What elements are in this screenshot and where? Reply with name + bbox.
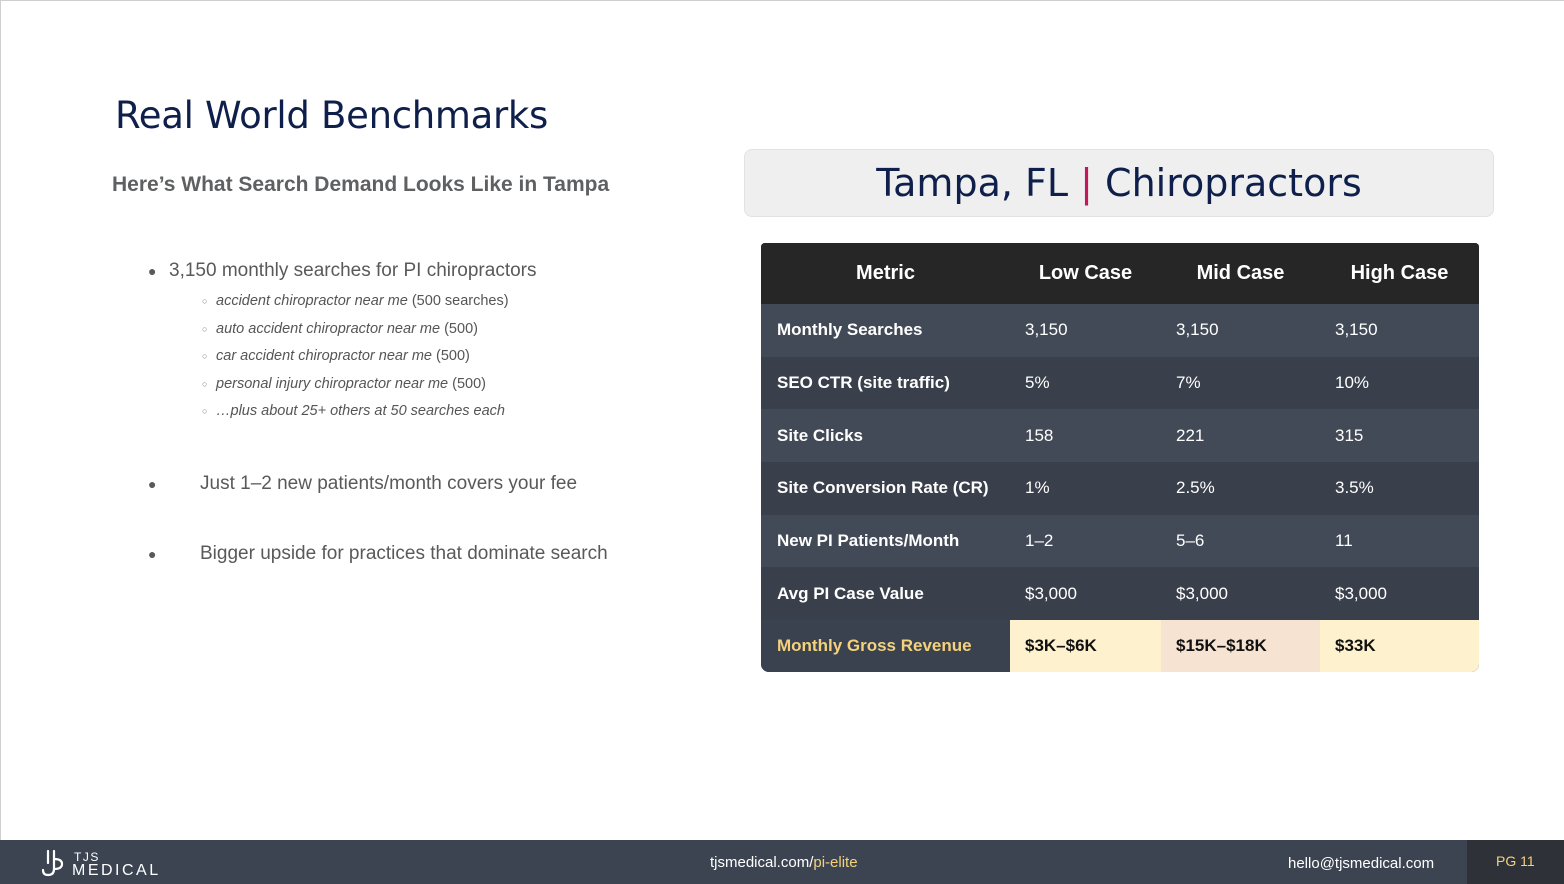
header-separator: | — [1080, 161, 1093, 205]
search-term: personal injury chiropractor near me — [216, 375, 449, 392]
low-case-cell: 3,150 — [1025, 320, 1068, 340]
footer-bar — [0, 840, 1564, 884]
high-case-cell: $3,000 — [1335, 583, 1387, 603]
table-header-row — [761, 243, 1479, 304]
page-number-box — [1467, 840, 1564, 884]
mid-case-cell: $15K–$18K — [1161, 620, 1320, 672]
search-term: car accident chiropractor near me — [216, 348, 432, 364]
company-logo — [40, 849, 170, 879]
table-row — [761, 304, 1479, 357]
location-header — [744, 149, 1494, 217]
sub-bullet-list — [202, 290, 728, 428]
mid-case-cell: 3,150 — [1176, 320, 1219, 340]
footer-email-link[interactable]: hello@tjsmedical.com — [1288, 855, 1435, 872]
metric-cell: Site Conversion Rate (CR) — [777, 478, 989, 498]
search-term: …plus about 25+ others at 50 searches each — [216, 403, 505, 419]
city-label: Tampa, FL — [876, 161, 1069, 205]
metric-cell: New PI Patients/Month — [777, 531, 960, 551]
footer-website-link[interactable] — [710, 854, 858, 871]
low-case-cell: 158 — [1025, 425, 1054, 445]
metric-cell: Avg PI Case Value — [777, 583, 924, 603]
high-case-cell: 3.5% — [1335, 478, 1374, 498]
page-title: Real World Benchmarks — [115, 94, 549, 137]
low-case-cell: 1% — [1025, 478, 1050, 498]
search-count: (500 searches) — [407, 293, 509, 309]
mid-case-cell: 5–6 — [1176, 531, 1205, 551]
metric-cell: Monthly Gross Revenue — [761, 620, 1010, 672]
search-term: auto accident chiropractor near me — [216, 320, 441, 337]
low-case-cell: 1–2 — [1025, 531, 1054, 551]
high-case-cell: 3,150 — [1335, 320, 1378, 340]
low-case-cell: $3K–$6K — [1010, 620, 1161, 672]
bullet-list — [148, 258, 728, 567]
logo-top-text: TJS — [74, 850, 100, 864]
bullet-item: ● Bigger upside for practices that dominate search — [148, 541, 728, 567]
sub-bullet-item — [202, 400, 728, 428]
metric-cell: SEO CTR (site traffic) — [777, 373, 950, 393]
high-case-cell: 11 — [1335, 531, 1353, 551]
mid-case-cell: 7% — [1176, 373, 1201, 393]
mid-case-cell: 2.5% — [1176, 478, 1215, 498]
table-row — [761, 357, 1479, 410]
logo-mark-icon — [40, 849, 68, 877]
sub-bullet-item — [202, 373, 728, 401]
table-row — [761, 409, 1479, 462]
search-count: (500) — [440, 320, 478, 337]
column-header: Mid Case — [1196, 262, 1285, 284]
low-case-cell: $3,000 — [1025, 583, 1077, 603]
search-count: (500) — [432, 348, 470, 364]
page-number: PG 11 — [1496, 853, 1535, 869]
metric-cell: Site Clicks — [777, 425, 863, 445]
search-count: (500) — [448, 375, 486, 392]
column-header: Low Case — [1038, 262, 1133, 284]
url-path: pi-elite — [813, 854, 858, 871]
bullet-item: ● 3,150 monthly searches for PI chiropractors — [148, 258, 728, 284]
bullet-item: ● Just 1–2 new patients/month covers your fee — [148, 471, 728, 497]
sub-bullet-item — [202, 345, 728, 373]
benchmark-table — [761, 243, 1479, 672]
revenue-row — [761, 620, 1479, 672]
metric-cell: Monthly Searches — [777, 320, 923, 340]
logo-bottom-text: MEDICAL — [72, 862, 161, 879]
table-row — [761, 567, 1479, 620]
mid-case-cell: 221 — [1176, 425, 1205, 445]
table-row — [761, 515, 1479, 568]
low-case-cell: 5% — [1025, 373, 1050, 393]
sub-bullet-item — [202, 318, 728, 346]
high-case-cell: $33K — [1320, 620, 1479, 672]
high-case-cell: 315 — [1335, 425, 1364, 445]
high-case-cell: 10% — [1335, 373, 1370, 393]
mid-case-cell: $3,000 — [1176, 583, 1228, 603]
column-header: High Case — [1350, 262, 1449, 284]
page-subtitle: Here’s What Search Demand Looks Like in Tampa — [112, 173, 610, 196]
category-label: Chiropractors — [1105, 161, 1362, 205]
column-header: Metric — [856, 262, 915, 284]
benchmark-table-grid — [761, 243, 1479, 672]
url-base: tjsmedical.com/ — [710, 854, 814, 871]
search-term: accident chiropractor near me — [216, 293, 408, 309]
table-row — [761, 462, 1479, 515]
sub-bullet-item — [202, 290, 728, 318]
